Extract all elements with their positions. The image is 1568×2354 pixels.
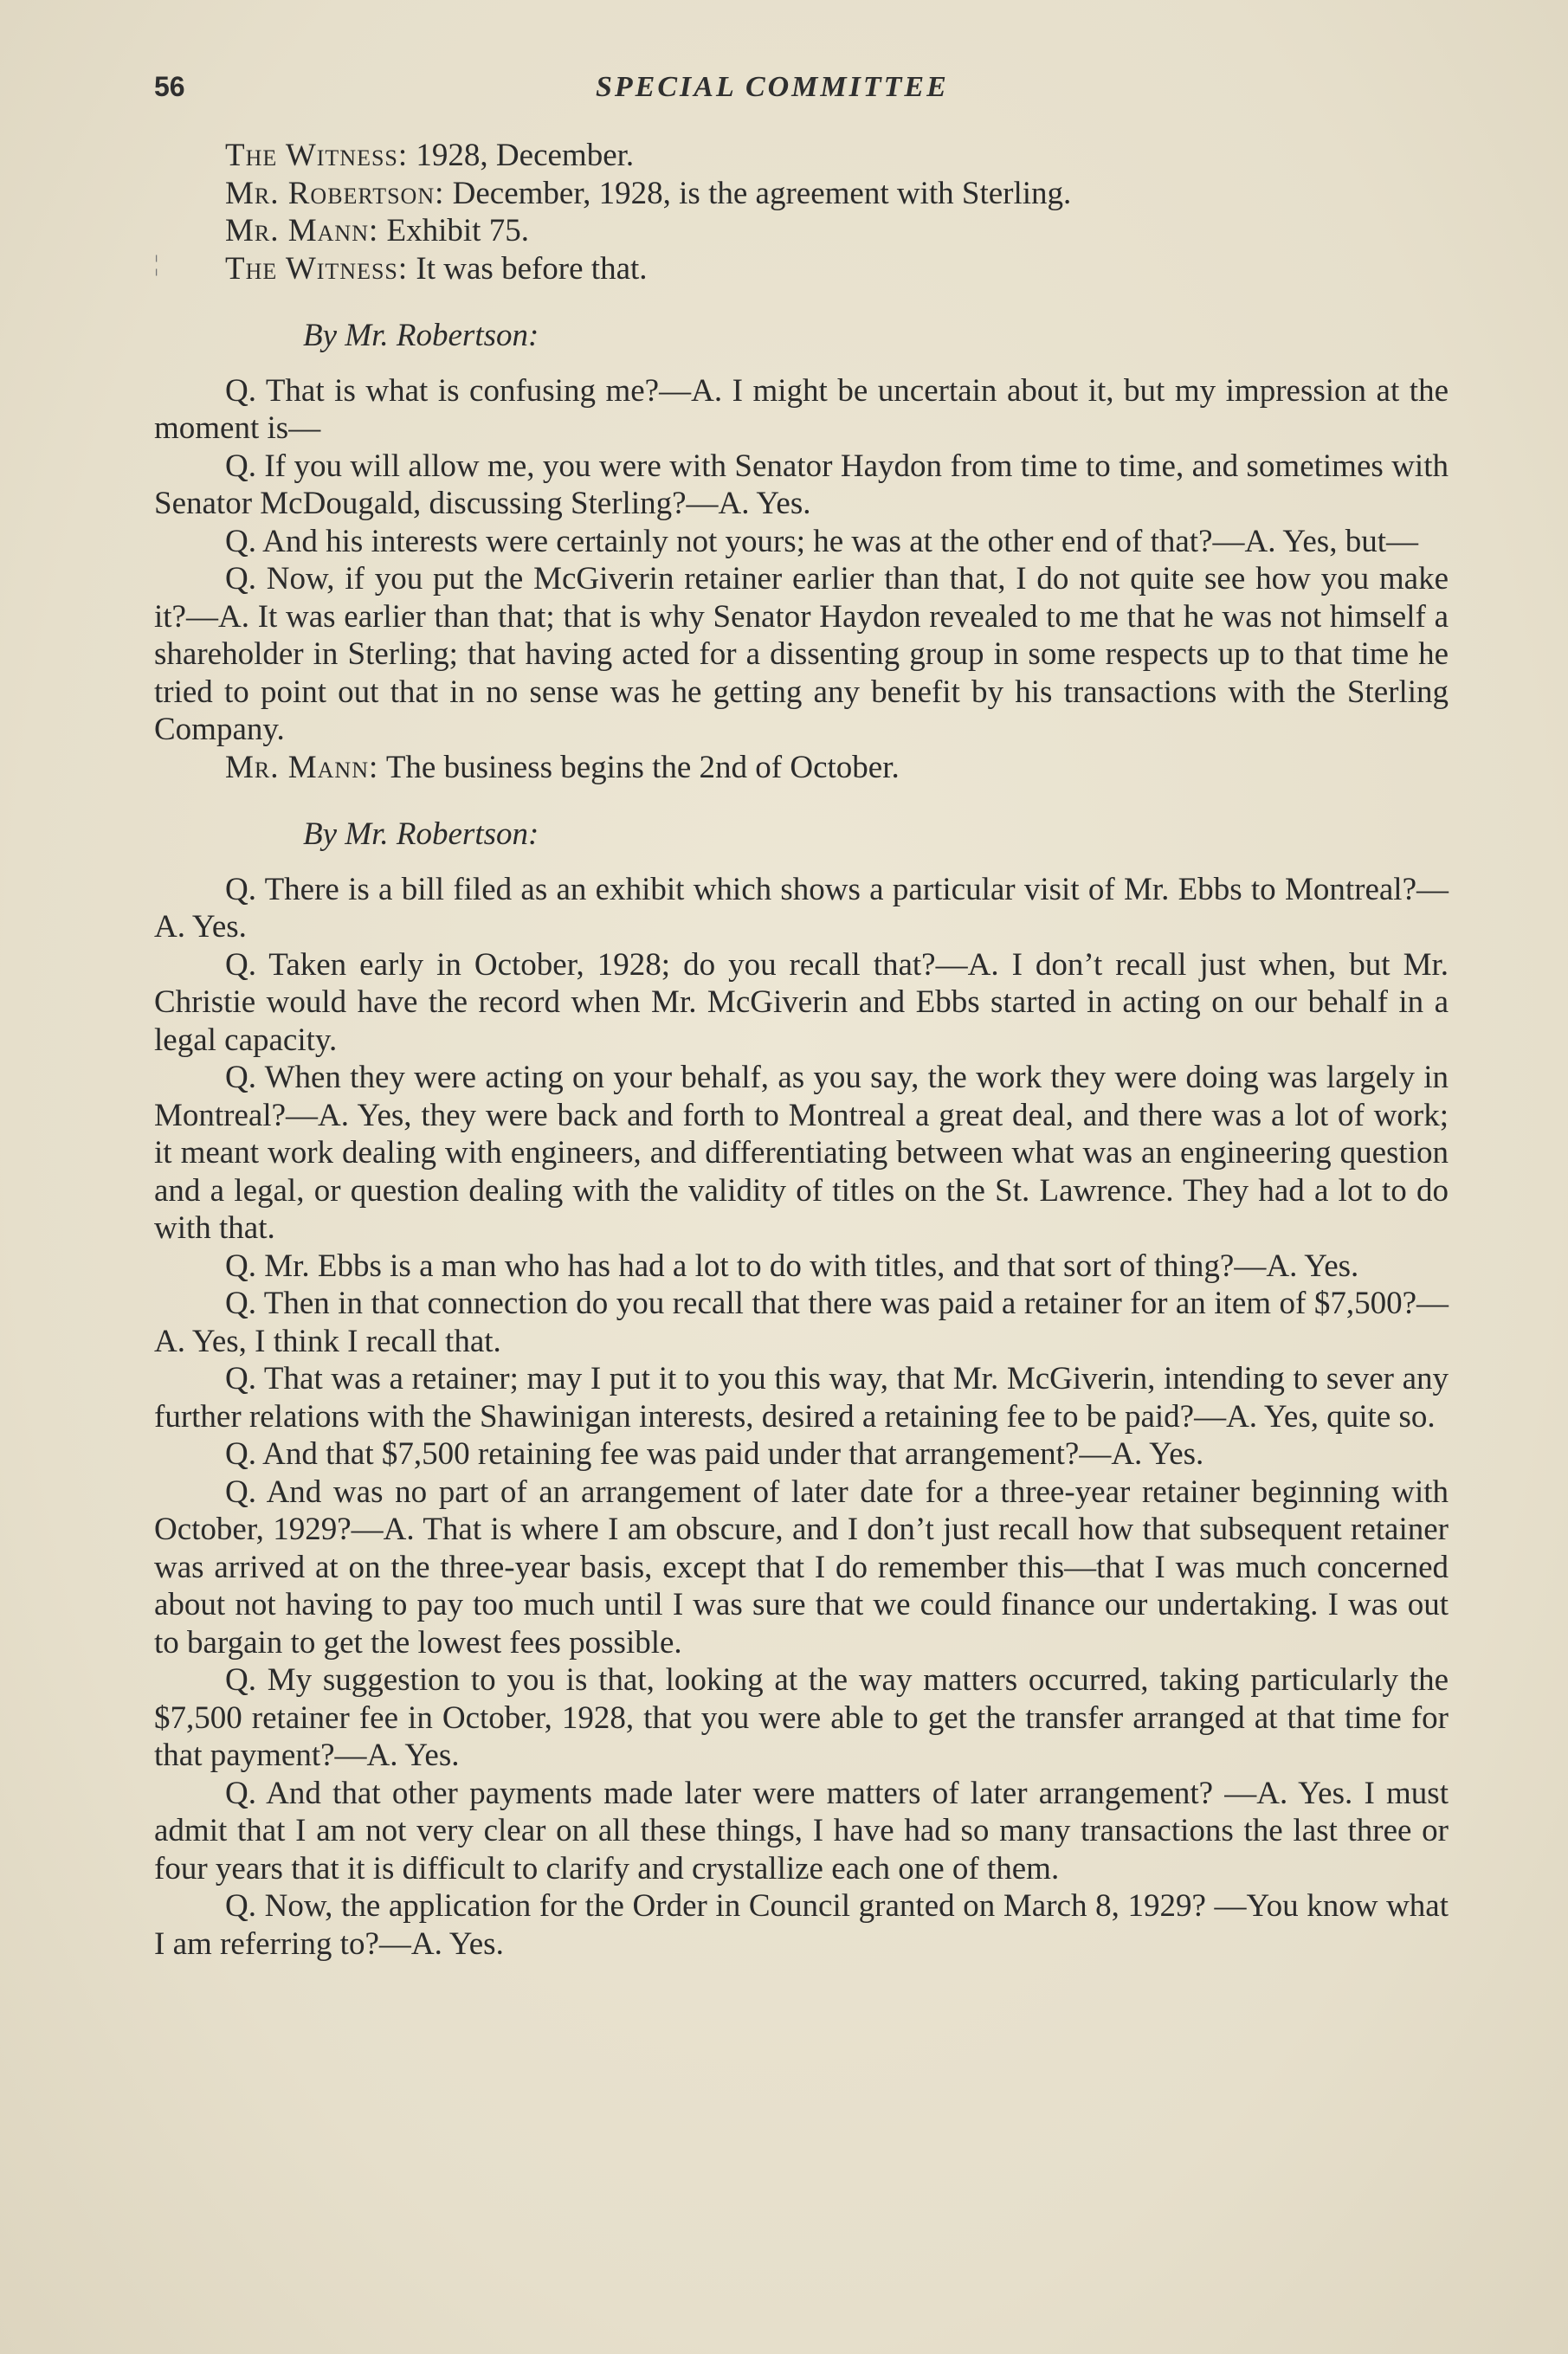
testimony-line [154,250,1449,288]
question-answer: Q. And that $7,500 retaining fee was paid under that arrangement?—A. Yes. [225,1436,1204,1472]
question-answer: Q. There is a bill filed as an exhibit which shows a particular visit of Mr. Ebbs to Montreal?—A. Yes. [154,871,1449,945]
testimony-text: It was before that. [408,250,648,287]
margin-mark: ¦ [154,251,159,276]
question-answer: Q. Now, if you put the McGiverin retainer earlier than that, I do not quite see how you make it?—A. It was earlier than that; that is why Senator Haydon revealed to me that he was not himself a shareholder in Sterling; that having acted for a dissenting group in some respects up to that time he tried to point out that in no sense was he getting any benefit by his transactions with the Sterling Company. [154,561,1449,747]
question-answer: Q. And his interests were certainly not yours; he was at the other end of that?—A. Yes, but— [225,523,1418,559]
testimony-line [154,137,1449,175]
question-answer: Q. My suggestion to you is that, looking at the way matters occurred, taking particularly the $7,500 retainer fee in October, 1928, that you were able to get the transfer arranged at that time for that payment?—A. Yes. [154,1662,1449,1773]
examiner-byline: By Mr. Robertson: [303,318,539,353]
question-answer: Q. That is what is confusing me?—A. I might be uncertain about it, but my impression at the moment is— [154,372,1449,446]
testimony-text: The business begins the 2nd of October. [378,749,900,785]
question-answer: Q. If you will allow me, you were with Senator Haydon from time to time, and sometimes with Senator McDougald, discussing Sterling?—A. Yes. [154,448,1449,521]
testimony-line [154,212,1449,250]
speaker-label: Mr. Mann: [225,213,379,248]
running-head: SPECIAL COMMITTEE [596,71,949,103]
question-answer: Q. And was no part of an arrangement of later date for a three-year retainer beginning with October, 1929?—A. That is where I am obscure, and I don’t just recall how that subsequent retainer was arrived at on the three-year basis, except that I do remember this—that I was much concerned about not having to pay too much until I was sure that we could finance our undertaking. I was out to bargain to get the lowest fees possible. [154,1474,1449,1661]
testimony-text: Exhibit 75. [378,213,529,248]
transcript-body [154,137,1449,1963]
page-number: 56 [154,71,185,102]
testimony-text: 1928, December. [408,138,635,173]
testimony-line [154,175,1449,213]
testimony-line [154,749,1449,787]
question-answer: Q. And that other payments made later were matters of later arrangement? —A. Yes. I must admit that I am not very clear on all these things, I have had so many transactions the last three or four years that it is difficult to clarify and crystallize each one of them. [154,1775,1449,1886]
question-answer: Q. Now, the application for the Order in Council granted on March 8, 1929? —You know what I am referring to?—A. Yes. [154,1888,1449,1962]
question-answer: Q. Mr. Ebbs is a man who has had a lot to do with titles, and that sort of thing?—A. Yes. [225,1248,1359,1284]
question-answer: Q. When they were acting on your behalf, as you say, the work they were doing was largely in Montreal?—A. Yes, they were back and forth to Montreal a great deal, and there was a lot of work; it meant work dealing with engineers, and differentiating between what was an engineering question and a legal, or question dealing with the validity of titles on the St. Lawrence. They had a lot to do with that. [154,1060,1449,1246]
examiner-byline: By Mr. Robertson: [303,816,539,852]
speaker-label: The Witness: [225,250,409,287]
speaker-label: Mr. Mann: [225,749,379,785]
question-answer: Q. Then in that connection do you recall that there was paid a retainer for an item of $7,500?—A. Yes, I think I recall that. [154,1286,1449,1359]
question-answer: Q. Taken early in October, 1928; do you recall that?—A. I don’t recall just when, but Mr. Christie would have the record when Mr. McGiverin and Ebbs started in acting on our behalf in a legal capacity. [154,946,1449,1058]
speaker-label: The Witness: [225,138,409,173]
speaker-label: Mr. Robertson: [225,175,445,211]
question-answer: Q. That was a retainer; may I put it to you this way, that Mr. McGiverin, intending to sever any further relations with the Shawinigan interests, desired a retaining fee to be paid?—A. Yes, quite so. [154,1361,1449,1435]
page-header [154,71,1449,114]
testimony-text: December, 1928, is the agreement with Sterling. [444,175,1072,211]
